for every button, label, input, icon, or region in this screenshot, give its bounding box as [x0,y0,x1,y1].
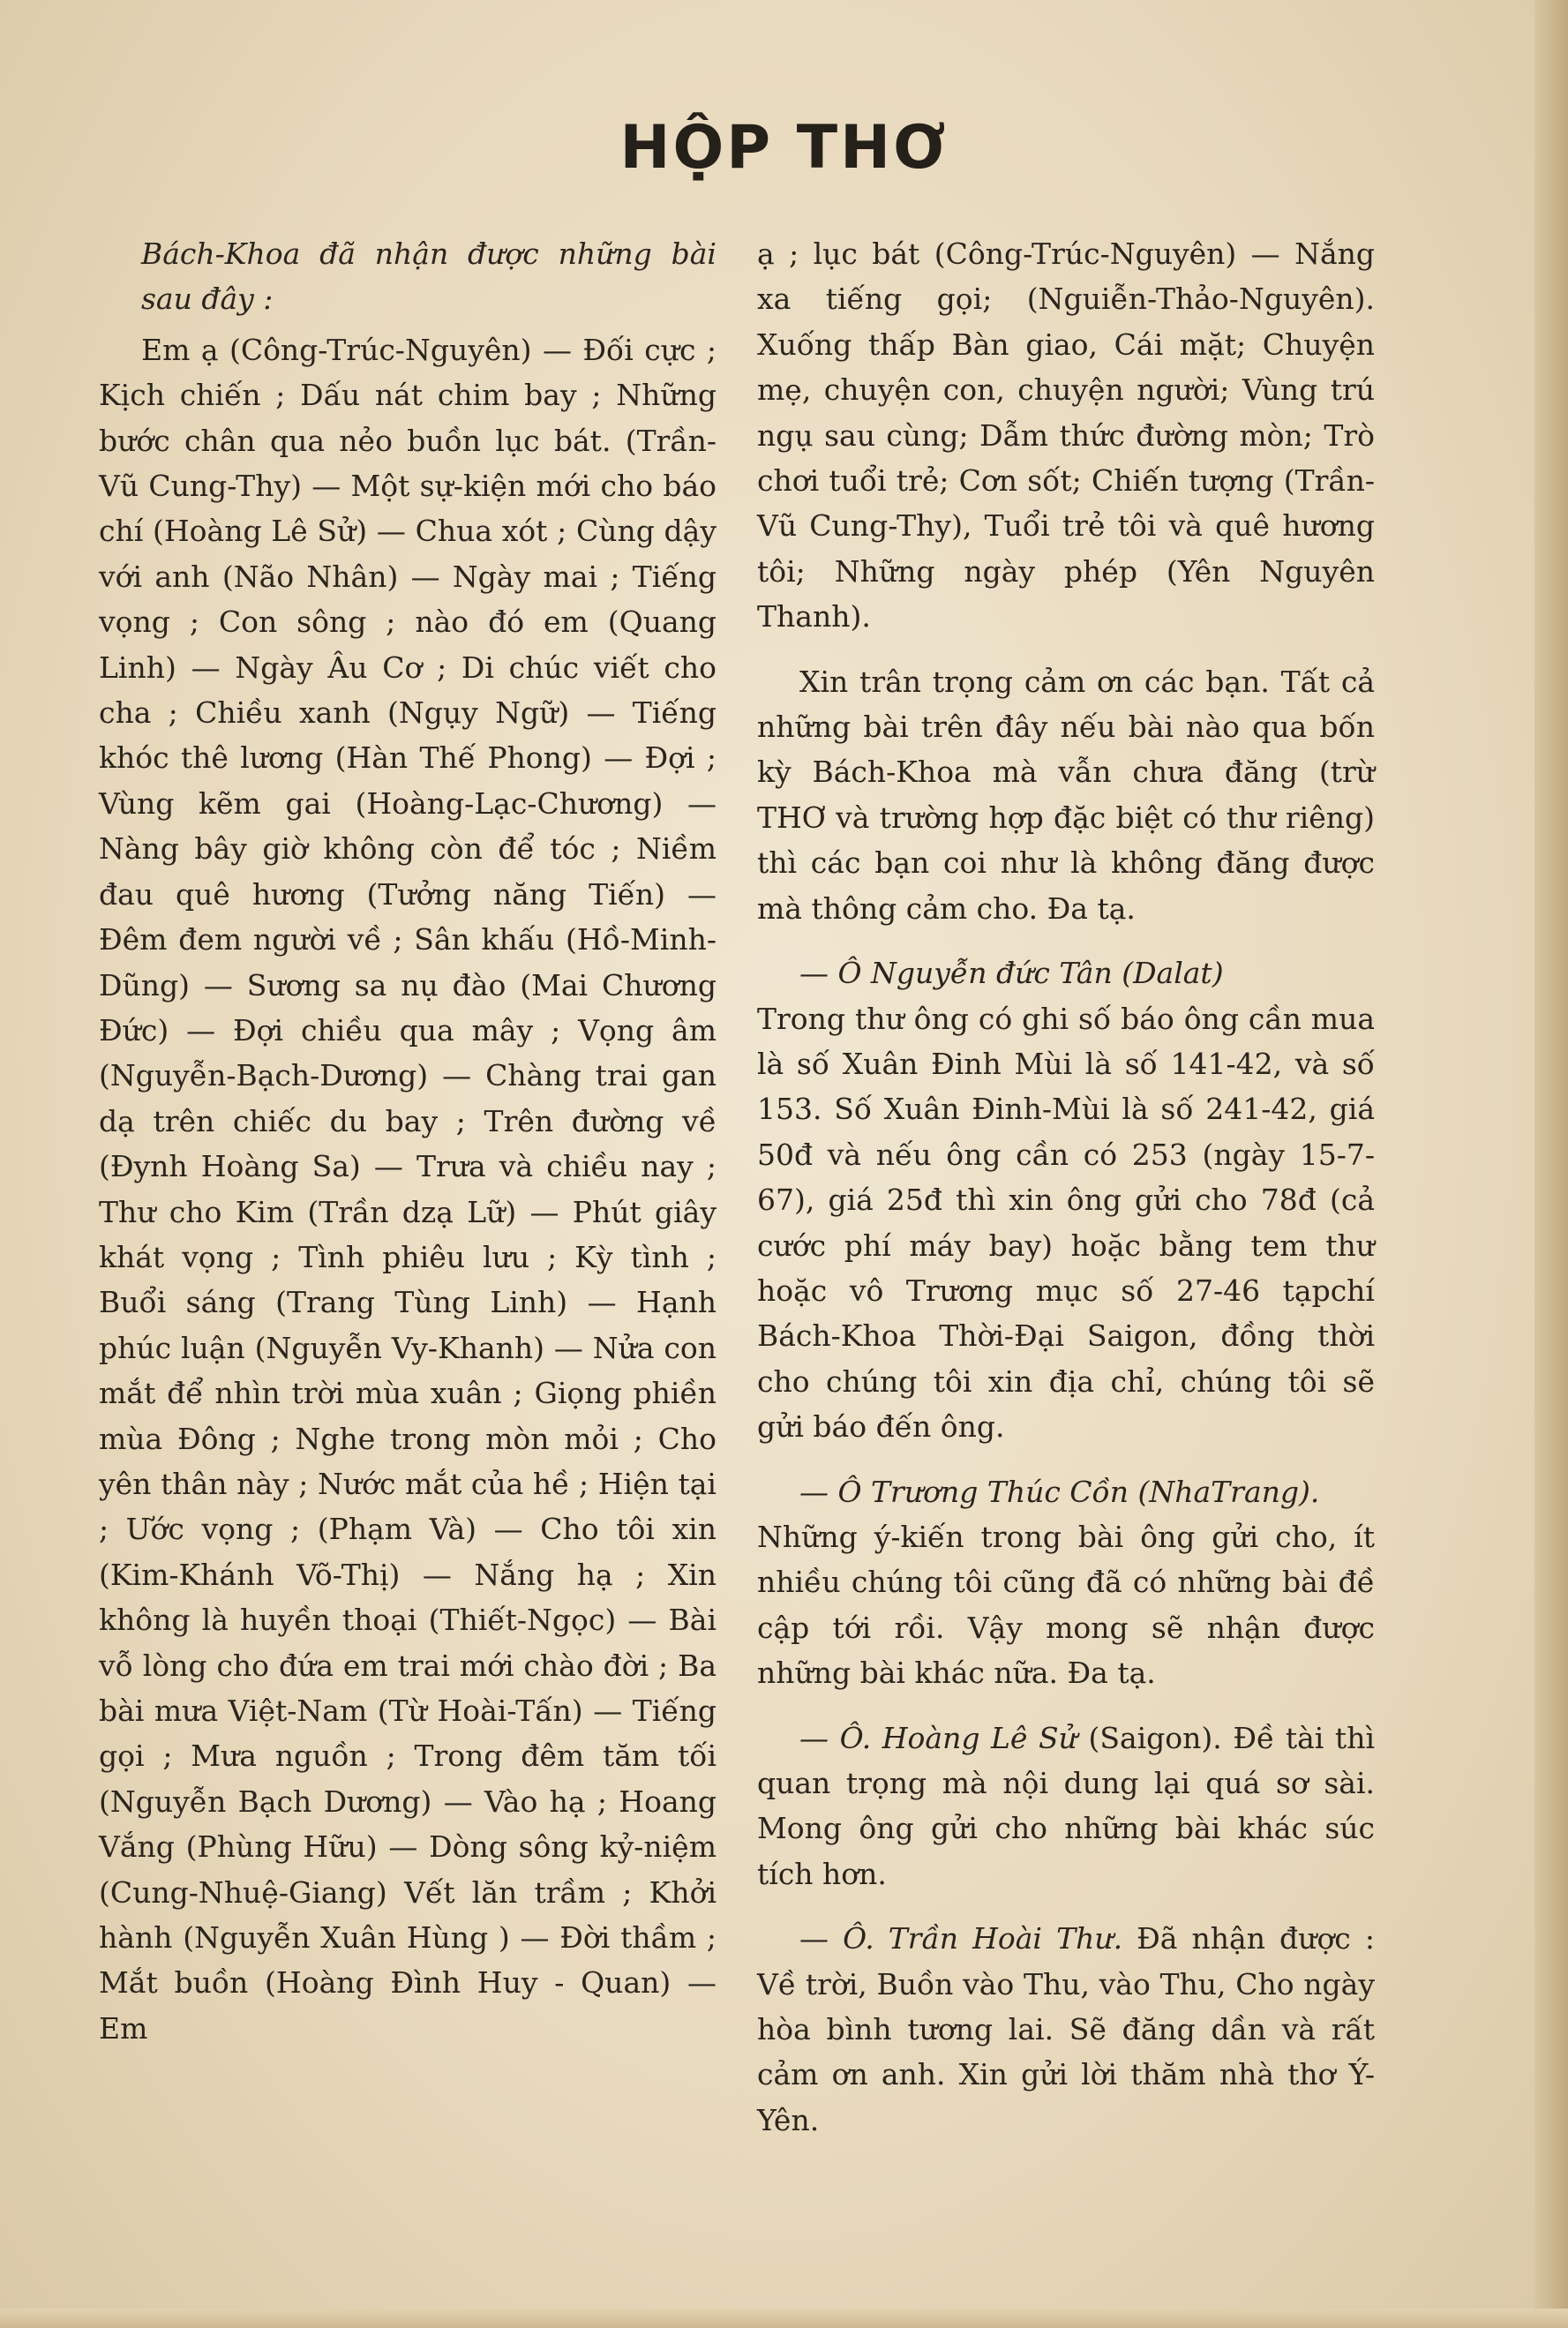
reply-addressee: — Ô Nguyễn đức Tân (Dalat) [799,956,1224,991]
reply-item [757,1916,1375,2143]
reply-body: Những ý-kiến trong bài ông gửi cho, ít nhiều chúng tôi cũng đã có những bài đề cập tới rồi. Vậy mong sẽ nhận được những bài khác nữa. Đa tạ. [757,1519,1375,1691]
reply-item [757,1716,1375,1897]
reply-place: (Saigon). [1077,1720,1222,1755]
reply-body: Đề tài thì quan trọng mà nội dung lại quá sơ sài. Mong ông gửi cho những bài khác súc tích hơn. [757,1720,1376,1891]
thanks-note: Xin trân trọng cảm ơn các bạn. Tất cả những bài trên đây nếu bài nào qua bốn kỳ Bách-Khoa mà vẫn chưa đăng (trừ THƠ và trường hợp đặc biệt có thư riêng) thì các bạn coi như là không đăng được mà thông cảm cho. Đa tạ. [757,664,1375,926]
reply-addressee: — Ô. Hoàng Lê Sử [799,1720,1077,1755]
intro-text: Bách-Khoa đã nhận được những bài sau đây : [141,237,716,317]
reply-addressee: — Ô. Trần Hoài Thư. [799,1921,1123,1956]
received-list-continued: ạ ; lục bát (Công-Trúc-Nguyên) — Nắng xa tiếng gọi; (Nguiễn-Thảo-Nguyên). Xuống thấp Bàn giao, Cái mặt; Chuyện mẹ, chuyện con, chuyện người; Vùng trú ngụ sau cùng; Dẫm thức đường mòn; Trò chơi tuổi trẻ; Cơn sốt; Chiến tượng (Trần-Vũ Cung-Thy), Tuổi trẻ tôi và quê hương tôi; Những ngày phép (Yên Nguyên Thanh). [757,237,1375,635]
received-list: Em ạ (Công-Trúc-Nguyên) — Đối cực ; Kịch chiến ; Dấu nát chim bay ; Những bước chân qua nẻo buồn lục bát. (Trần-Vũ Cung-Thy) — Một sự-kiện mới cho báo chí (Hoàng Lê Sử) — Chua xót ; Cùng dậy với anh (Não Nhân) — Ngày mai ; Tiếng vọng ; Con sông ; nào đó em (Quang Linh) — Ngày Âu Cơ ; Di chúc viết cho cha ; Chiều xanh (Ngụy Ngữ) — Tiếng khóc thê lương (Hàn Thế Phong) — Đợi ; Vùng kẽm gai (Hoàng-Lạc-Chương) — Nàng bây giờ không còn để tóc ; Niềm đau quê hương (Tưởng năng Tiến) — Đêm đem người về ; Sân khấu (Hồ-Minh-Dũng) — Sương sa nụ đào (Mai Chương Đức) — Đợi chiều qua mây ; Vọng âm (Nguyễn-Bạch-Dương) — Chàng trai gan dạ trên chiếc du bay ; Trên đường về (Đynh Hoàng Sa) — Trưa và chiều nay ; Thư cho Kim (Trần dzạ Lữ) — Phút giây khát vọng ; Tình phiêu lưu ; Kỳ tình ; Buổi sáng (Trang Tùng Linh) — Hạnh phúc luận (Nguyễn Vy-Khanh) — Nửa con mắt để nhìn trời mùa xuân ; Giọng phiền mùa Đông ; Nghe trong mòn mỏi ; Cho yên thân này ; Nước mắt của hề ; Hiện tại ; Ước vọng ; (Phạm Và) — Cho tôi xin (Kim-Khánh Võ-Thị) — Nắng hạ ; Xin không là huyền thoại (Thiết-Ngọc) — Bài vỗ lòng cho đứa em trai mới chào đời ; Ba bài mưa Việt-Nam (Từ Hoài-Tấn) — Tiếng gọi ; Mưa nguồn ; Trong đêm tăm tối (Nguyễn Bạch Dương) — Vào hạ ; Hoang Vắng (Phùng Hữu) — Dòng sông kỷ-niệm (Cung-Nhuệ-Giang) Vết lăn trầm ; Khởi hành (Nguyễn Xuân Hùng ) — Đời thầm ; Mắt buồn (Hoàng Đình Huy - Quan) — Em [99,332,716,2046]
reply-addressee: — Ô Trương Thúc Cồn (NhaTrang). [799,1474,1320,1509]
left-column [99,231,716,2051]
page-edge-right [1534,0,1568,2328]
page-edge-bottom [0,2309,1568,2328]
right-column [757,231,1375,2143]
reply-body: Đã nhận được : Về trời, Buồn vào Thu, vào Thu, Cho ngày hòa bình tương lai. Sẽ đăng dần và rất cảm ơn anh. Xin gửi lời thăm nhà thơ Ý-Yên. [757,1921,1375,2137]
page-title: HỘP THƠ [619,113,949,183]
reply-item [757,1469,1375,1696]
reply-body: Trong thư ông có ghi số báo ông cần mua là số Xuân Đinh Mùi là số 141-42, và số 153. Số Xuân Đinh-Mùi là số 241-42, giá 50đ và nếu ông cần có 253 (ngày 15-7-67), giá 25đ thì xin ông gửi cho 78đ (cả cước phí máy bay) hoặc bằng tem thư hoặc vô Trương mục số 27-46 tạpchí Bách-Khoa Thời-Đại Saigon, đồng thời cho chúng tôi xin địa chỉ, chúng tôi sẽ gửi báo đến ông. [757,1001,1375,1445]
reply-item [757,950,1375,1449]
